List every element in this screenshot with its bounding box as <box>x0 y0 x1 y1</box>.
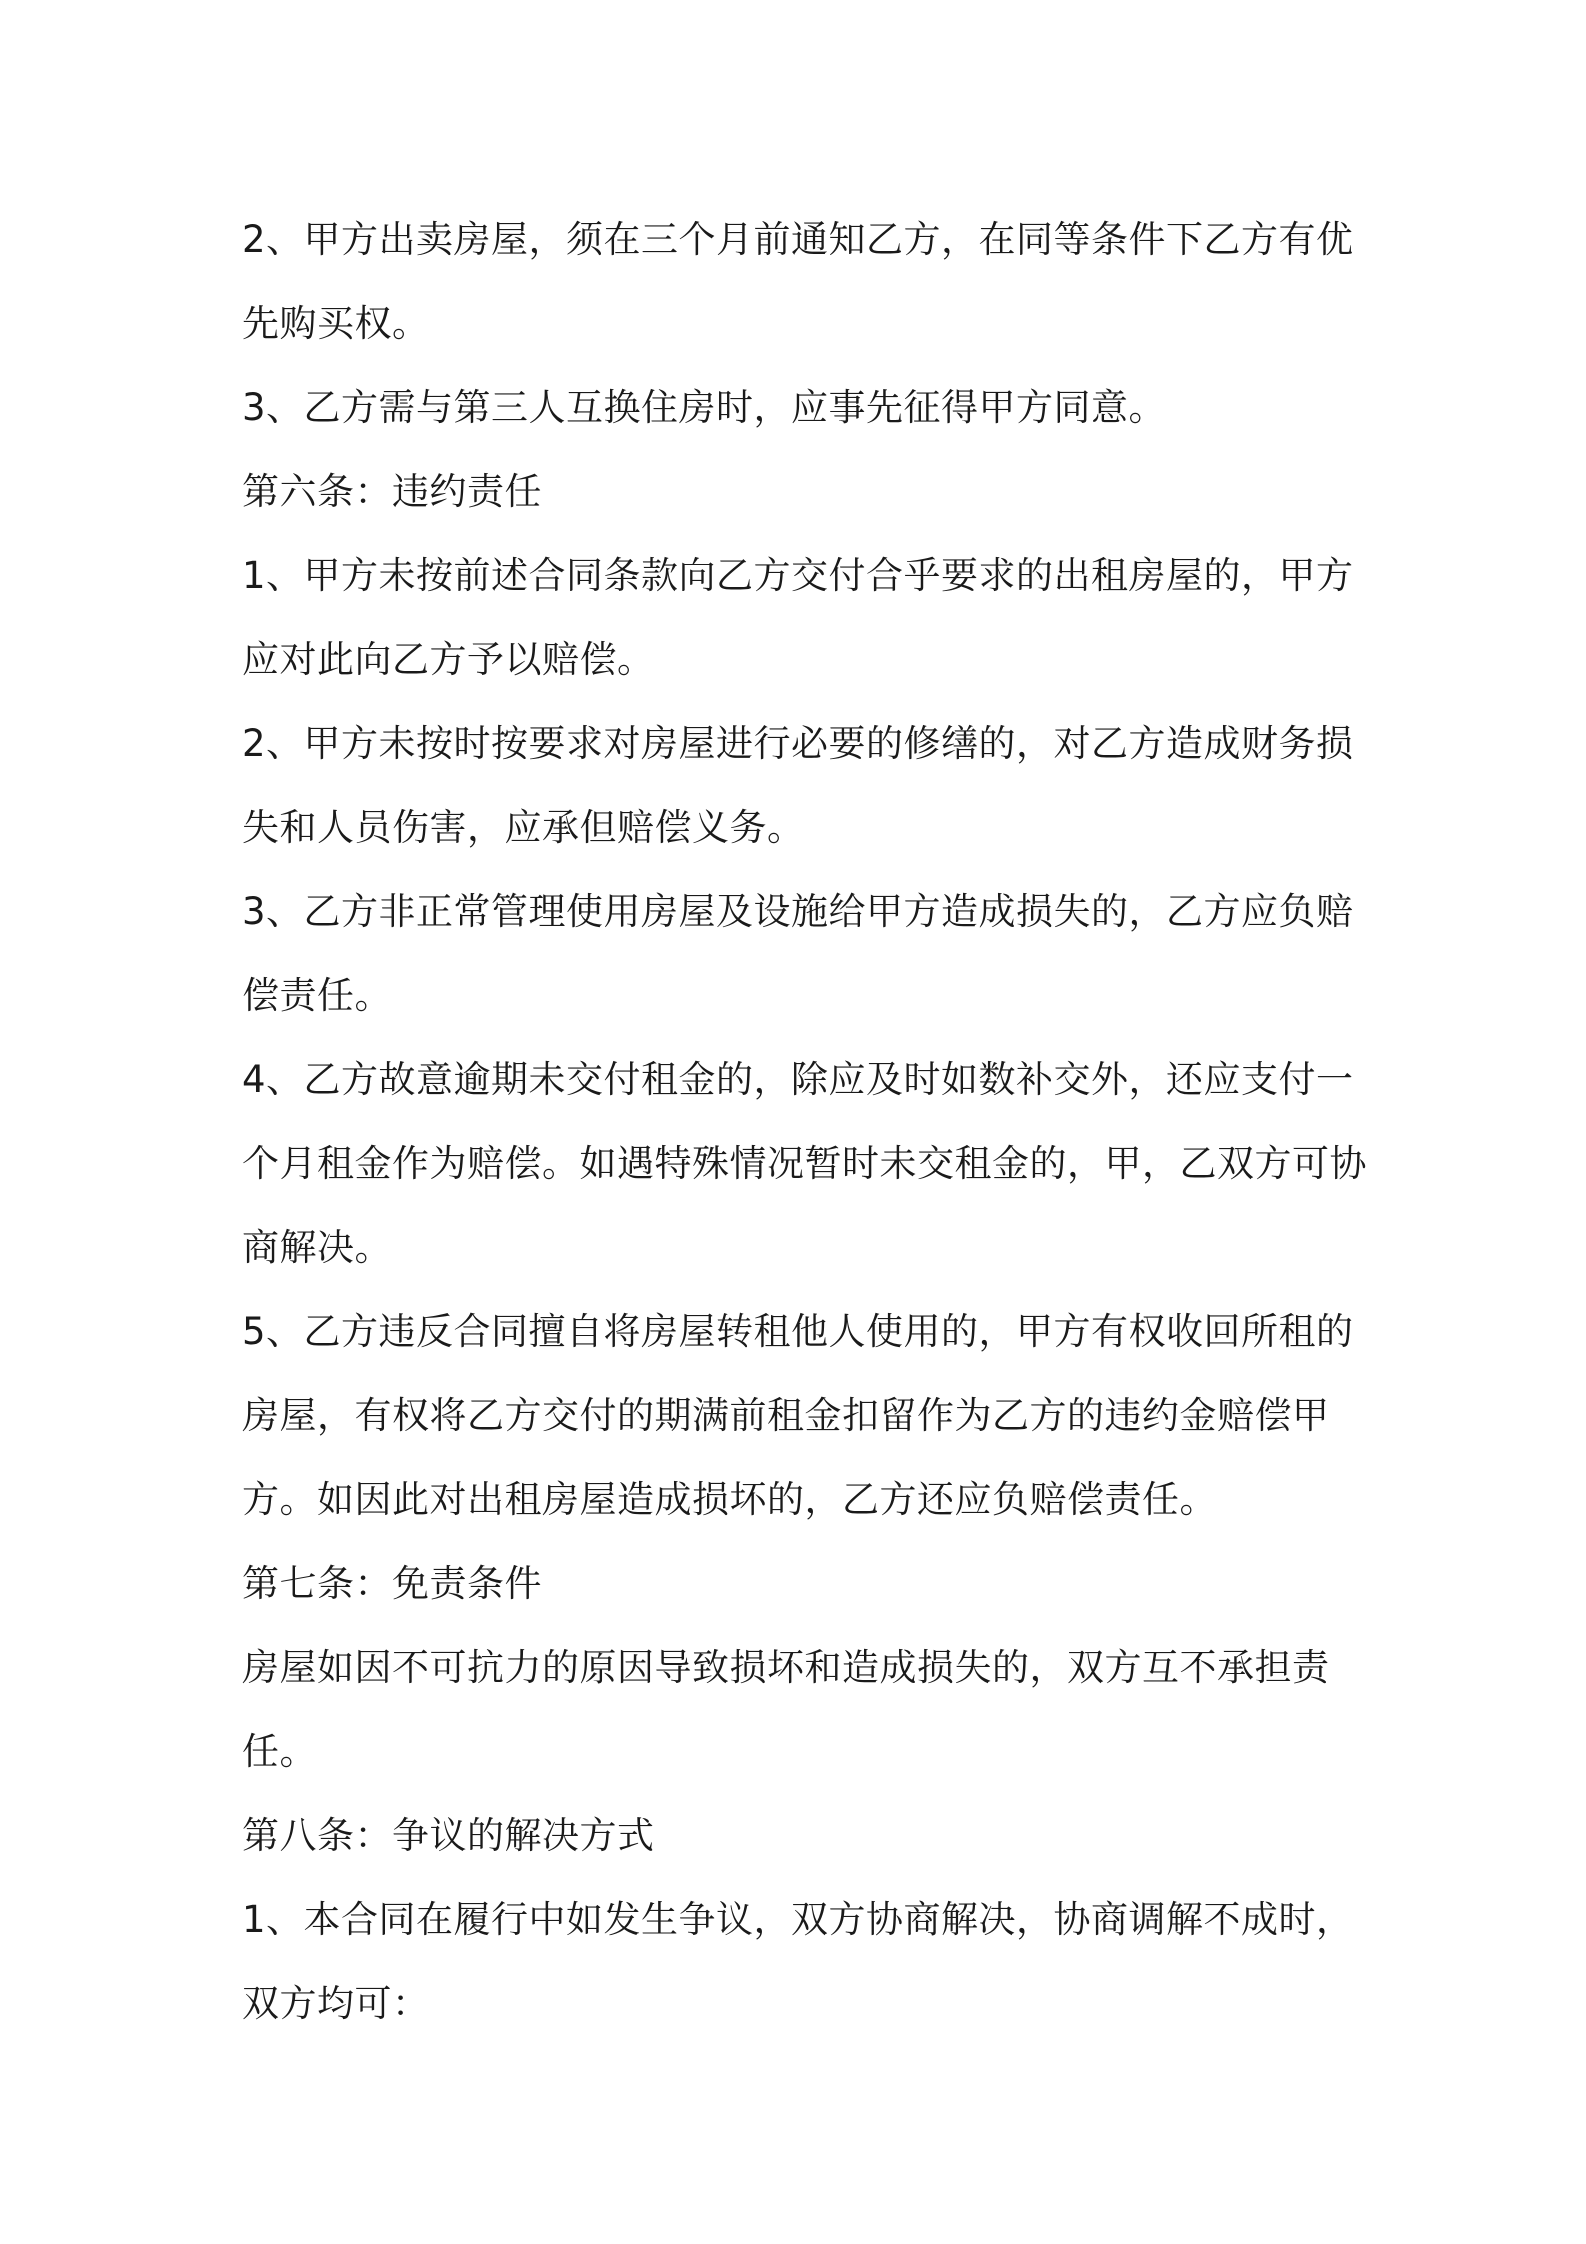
article-8-item-1-line-1: 1、本合同在履行中如发生争议，双方协商解决，协商调解不成时， <box>242 1898 1354 1941</box>
article-7-text-line-1: 房屋如因不可抗力的原因导致损坏和造成损失的，双方互不承担责 <box>242 1646 1330 1689</box>
article-6-item-5-line-3: 方。如因此对出租房屋造成损坏的，乙方还应负赔偿责任。 <box>242 1478 1217 1521</box>
article-6-item-5-line-2: 房屋，有权将乙方交付的期满前租金扣留作为乙方的违约金赔偿甲 <box>242 1394 1330 1437</box>
clause-5-item-2-line-2: 先购买权。 <box>242 302 430 345</box>
article-6-item-5-line-1: 5、乙方违反合同擅自将房屋转租他人使用的，甲方有权收回所租的 <box>242 1310 1354 1353</box>
clause-5-item-3: 3、乙方需与第三人互换住房时，应事先征得甲方同意。 <box>242 386 1167 429</box>
article-6-item-1-line-2: 应对此向乙方予以赔偿。 <box>242 638 655 681</box>
article-6-item-1-line-1: 1、甲方未按前述合同条款向乙方交付合乎要求的出租房屋的，甲方 <box>242 554 1354 597</box>
article-7-heading: 第七条：免责条件 <box>242 1562 542 1605</box>
article-6-item-3-line-2: 偿责任。 <box>242 974 392 1017</box>
article-6-item-3-line-1: 3、乙方非正常管理使用房屋及设施给甲方造成损失的，乙方应负赔 <box>242 890 1354 933</box>
document-body <box>242 198 1367 2046</box>
article-6-item-4-line-2: 个月租金作为赔偿。如遇特殊情况暂时未交租金的，甲，乙双方可协 <box>242 1142 1367 1185</box>
article-6-item-2-line-1: 2、甲方未按时按要求对房屋进行必要的修缮的，对乙方造成财务损 <box>242 722 1354 765</box>
article-6-item-4-line-3: 商解决。 <box>242 1226 392 1269</box>
clause-5-item-2-line-1: 2、甲方出卖房屋，须在三个月前通知乙方，在同等条件下乙方有优 <box>242 218 1354 261</box>
article-6-heading: 第六条：违约责任 <box>242 470 542 513</box>
article-6-item-2-line-2: 失和人员伤害，应承但赔偿义务。 <box>242 806 805 849</box>
article-6-item-4-line-1: 4、乙方故意逾期未交付租金的，除应及时如数补交外，还应支付一 <box>242 1058 1354 1101</box>
article-7-text-line-2: 任。 <box>242 1730 317 1773</box>
article-8-item-1-line-2: 双方均可： <box>242 1982 430 2025</box>
article-8-heading: 第八条：争议的解决方式 <box>242 1814 655 1857</box>
